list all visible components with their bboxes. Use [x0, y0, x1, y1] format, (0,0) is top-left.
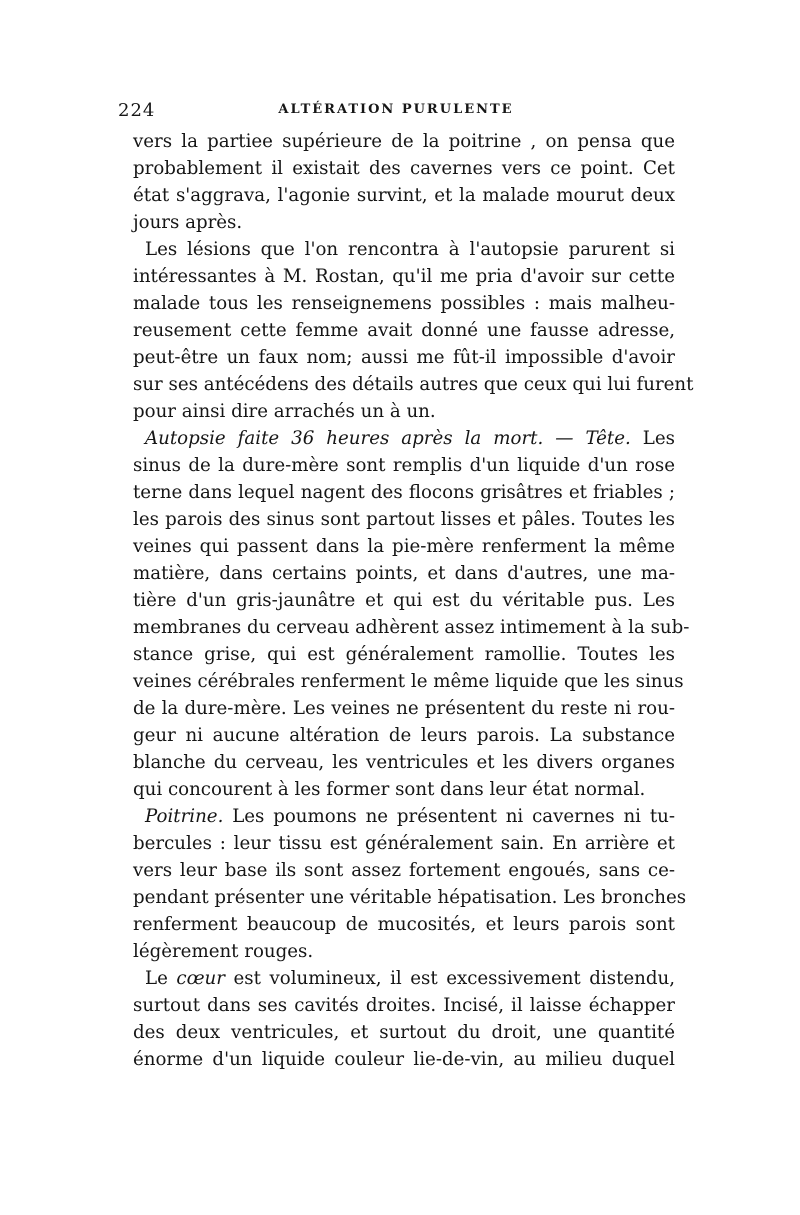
text-line	[133, 155, 675, 182]
text-line	[133, 236, 675, 263]
line-text: qui concourent à les former sont dans leur état normal.	[133, 779, 646, 800]
line-text: des deux ventricules, et surtout du droit, une quantité	[133, 1022, 675, 1043]
text-line	[133, 506, 675, 533]
line-text: bercules : leur tissu est généralement sain. En arrière et	[133, 833, 675, 854]
line-text: intéressantes à M. Rostan, qu'il me pria d'avoir sur cette	[133, 266, 675, 287]
text-line	[133, 857, 675, 884]
line-text: sur ses antécédens des détails autres que ceux qui lui furent	[133, 374, 694, 395]
text-line	[133, 614, 690, 641]
text-line	[133, 398, 675, 425]
body-text	[133, 128, 694, 1073]
text-line	[133, 668, 684, 695]
page-header	[118, 98, 674, 122]
text-line	[133, 992, 675, 1019]
text-line	[133, 290, 675, 317]
line-text: Les lésions que l'on rencontra à l'autopsie parurent si	[145, 239, 675, 260]
line-text: Le	[145, 968, 177, 989]
text-line	[133, 776, 675, 803]
line-text: légèrement rouges.	[133, 941, 314, 962]
line-text: sinus de la dure-mère sont remplis d'un liquide d'un rose	[133, 455, 675, 476]
text-line	[133, 182, 675, 209]
text-line	[133, 452, 675, 479]
line-text: vers la partiee supérieure de la poitrine , on pensa que	[133, 131, 675, 152]
text-line	[133, 344, 675, 371]
line-text: malade tous les renseignemens possibles : mais malheu-	[133, 293, 675, 314]
text-line	[133, 803, 675, 830]
text-line	[133, 749, 675, 776]
line-text: renferment beaucoup de mucosités, et leurs parois sont	[133, 914, 675, 935]
line-text: veines cérébrales renferment le même liquide que les sinus	[133, 671, 684, 692]
line-text: peut-être un faux nom; aussi me fût-il impossible d'avoir	[133, 347, 675, 368]
line-text: pendant présenter une véritable hépatisation. Les bronches	[133, 887, 687, 908]
text-line	[133, 209, 675, 236]
line-text: jours après.	[133, 212, 243, 233]
line-text: terne dans lequel nagent des flocons grisâtres et friables ;	[133, 482, 675, 503]
line-text: membranes du cerveau adhèrent assez intimement à la sub-	[133, 617, 690, 638]
line-text: pour ainsi dire arrachés un à un.	[133, 401, 436, 422]
text-line	[133, 884, 687, 911]
italic-heading: Autopsie faite 36 heures après la mort. — Tête.	[145, 428, 631, 449]
text-line	[133, 587, 675, 614]
text-line	[133, 938, 675, 965]
line-text: vers leur base ils sont assez fortement engoués, sans ce-	[133, 860, 675, 881]
line-text: geur ni aucune altération de leurs parois. La substance	[133, 725, 675, 746]
text-line	[133, 1046, 675, 1073]
text-line	[133, 965, 675, 992]
italic-term: cœur	[176, 968, 225, 989]
line-text: tière d'un gris-jaunâtre et qui est du véritable pus. Les	[133, 590, 675, 611]
italic-heading: Poitrine.	[145, 806, 224, 827]
text-line	[133, 911, 675, 938]
line-text: état s'aggrava, l'agonie survint, et la malade mourut deux	[133, 185, 675, 206]
text-line	[133, 695, 675, 722]
text-line	[133, 1019, 675, 1046]
line-text: énorme d'un liquide couleur lie-de-vin, au milieu duquel	[133, 1049, 675, 1070]
line-text: de la dure-mère. Les veines ne présentent du reste ni rou-	[133, 698, 675, 719]
line-text: stance grise, qui est généralement ramollie. Toutes les	[133, 644, 675, 665]
line-text: Les poumons ne présentent ni cavernes ni tu-	[223, 806, 675, 827]
line-text: reusement cette femme avait donné une fausse adresse,	[133, 320, 675, 341]
text-line	[133, 560, 675, 587]
text-line	[133, 830, 675, 857]
text-line	[133, 479, 675, 506]
text-line	[133, 641, 675, 668]
text-line	[133, 425, 675, 452]
text-line	[133, 722, 675, 749]
line-text: matière, dans certains points, et dans d'autres, une ma-	[133, 563, 675, 584]
line-text: les parois des sinus sont partout lisses et pâles. Toutes les	[133, 509, 675, 530]
line-text: Les	[630, 428, 675, 449]
running-title: ALTÉRATION PURULENTE	[278, 102, 514, 117]
line-text: est volumineux, il est excessivement distendu,	[224, 968, 675, 989]
line-text: veines qui passent dans la pie-mère renferment la même	[133, 536, 675, 557]
line-text: surtout dans ses cavités droites. Incisé, il laisse échapper	[133, 995, 675, 1016]
page-number: 224	[118, 100, 156, 121]
line-text: probablement il existait des cavernes vers ce point. Cet	[133, 158, 675, 179]
text-line	[133, 371, 694, 398]
text-line	[133, 317, 675, 344]
text-line	[133, 263, 675, 290]
text-line	[133, 533, 675, 560]
text-line	[133, 128, 675, 155]
line-text: blanche du cerveau, les ventricules et les divers organes	[133, 752, 675, 773]
